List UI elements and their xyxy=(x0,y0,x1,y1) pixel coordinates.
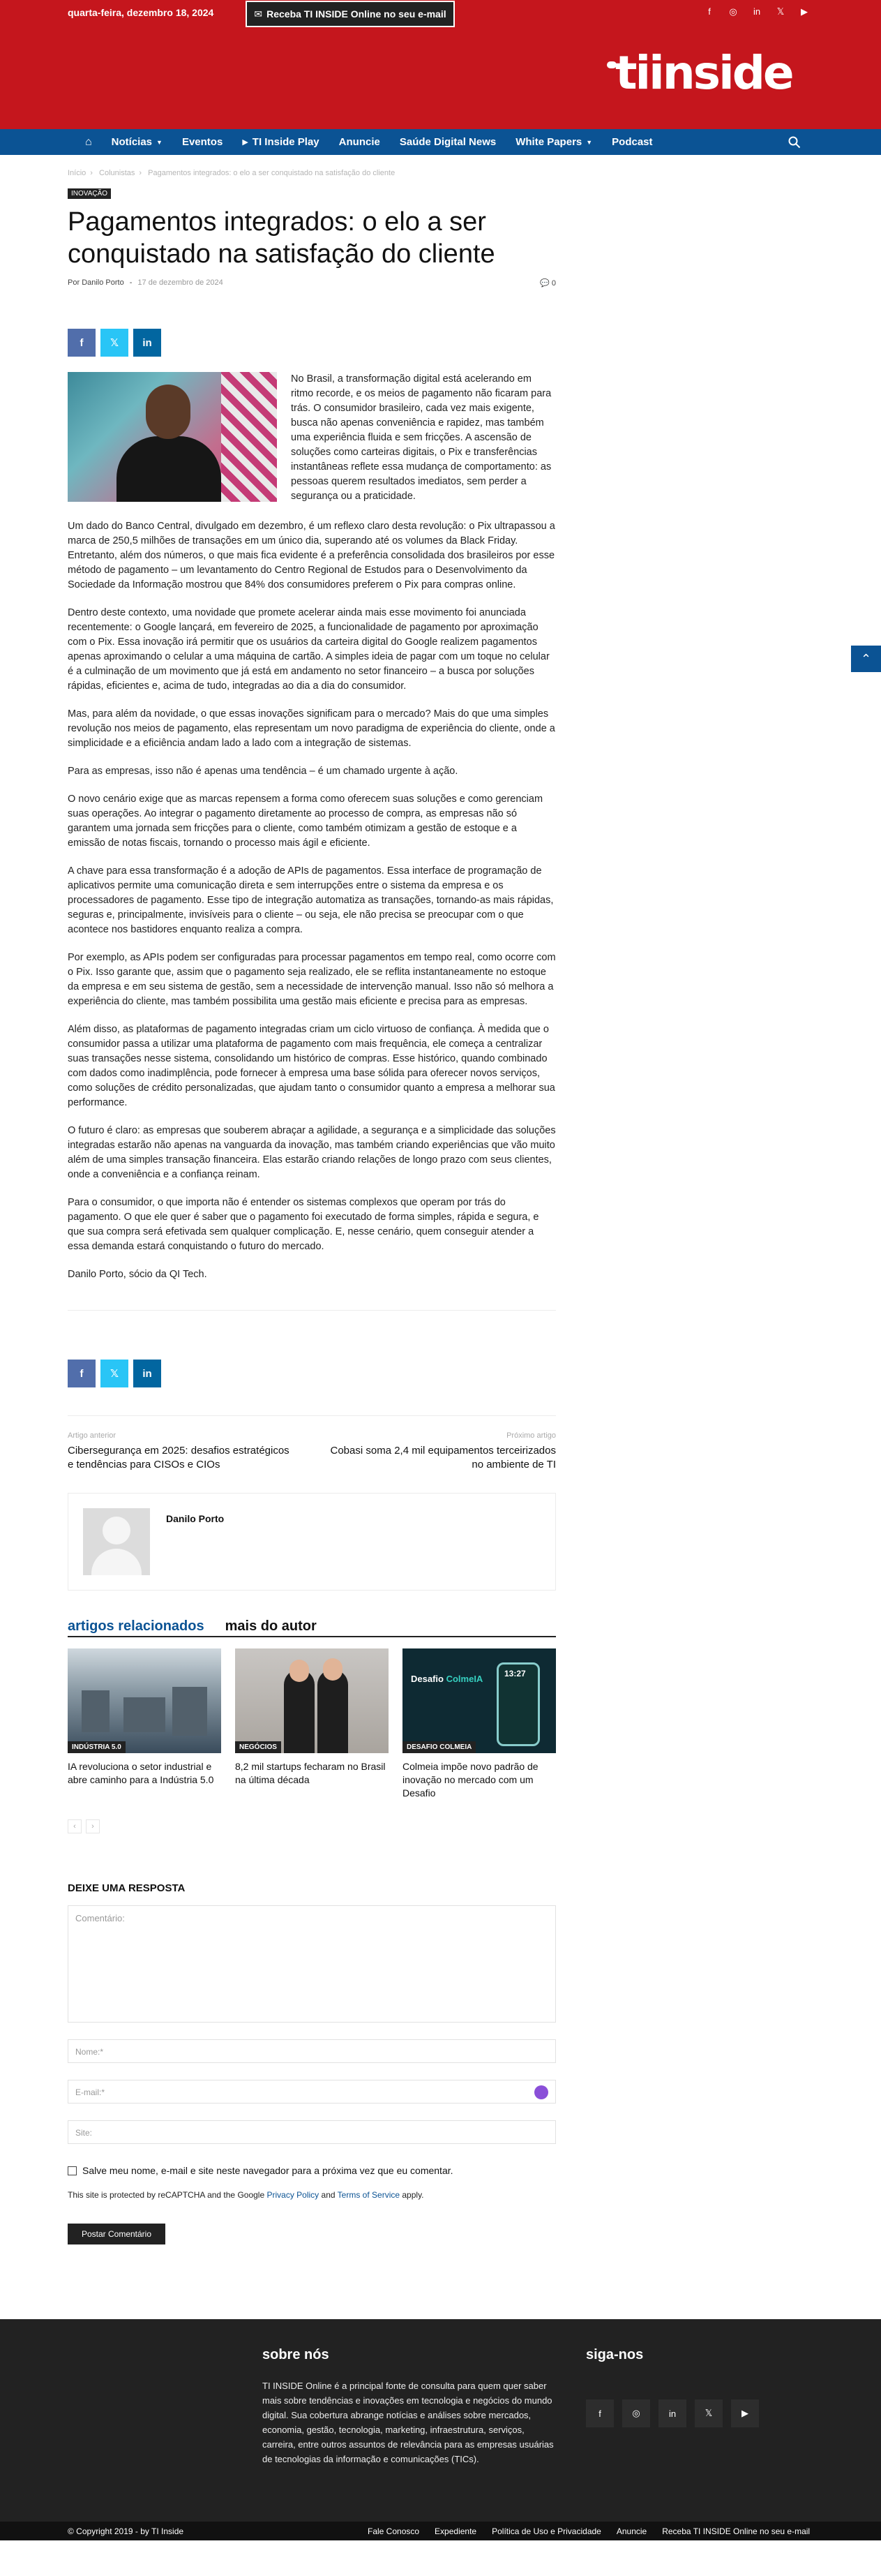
category-badge[interactable]: INOVAÇÃO xyxy=(68,188,111,199)
recaptcha-notice: This site is protected by reCAPTCHA and the Google Privacy Policy and Terms of Service apply. xyxy=(68,2190,424,2200)
main-nav xyxy=(0,129,881,155)
newsletter-button[interactable] xyxy=(246,1,455,27)
tab-related[interactable]: artigos relacionados xyxy=(68,1618,204,1634)
share-facebook-button[interactable] xyxy=(68,1360,96,1387)
nav-item-podcast[interactable]: Podcast xyxy=(612,136,653,148)
chevron-down-icon: ▼ xyxy=(586,138,593,146)
pager-next-button[interactable]: › xyxy=(86,1819,100,1833)
article-paragraph: Além disso, as plataformas de pagamento integradas criam um ciclo virtuoso de confiança. À medida que o consumidor passa a utilizar uma plataforma de pagamento com mais frequência, ele começa a centralizar suas transações nesse sistema, consolidando um histórico de compras. Esse histórico, quando combinado com dados como inadimplência, pode fornecer à empresa uma base sólida para oferecer novos serviços, como soluções de crédito personalizadas, que ajudam tanto o consumidor quanto a empresa a melhorar sua performance. xyxy=(68,1024,555,1108)
nav-item-eventos[interactable]: Eventos xyxy=(181,136,223,148)
play-icon: ▶ xyxy=(242,138,248,147)
related-card[interactable] xyxy=(235,1648,389,1800)
share-linkedin-button[interactable] xyxy=(133,1360,161,1387)
footer-link[interactable]: Receba TI INSIDE Online no seu e-mail xyxy=(662,2526,811,2536)
footer-follow: siga-nos f ◎ in 𝕏 ▶ xyxy=(586,2347,759,2427)
save-info-checkbox[interactable]: Salve meu nome, e-mail e site neste navegador para a próxima vez que eu comentar. xyxy=(68,2165,556,2176)
related-grid xyxy=(68,1648,556,1800)
article-paragraph: Para as empresas, isso não é apenas uma tendência – é um chamado urgente à ação. xyxy=(68,766,458,777)
instagram-icon[interactable]: ◎ xyxy=(729,6,737,17)
related-thumbnail[interactable] xyxy=(235,1648,389,1753)
facebook-icon: f xyxy=(80,336,84,349)
share-linkedin-button[interactable] xyxy=(133,329,161,357)
share-facebook-button[interactable] xyxy=(68,329,96,357)
nav-item-anuncie[interactable]: Anuncie xyxy=(338,136,380,148)
site-logo[interactable] xyxy=(607,46,792,105)
post-comment-button[interactable]: Postar Comentário xyxy=(68,2224,165,2244)
nav-item-ti-inside-play[interactable]: ▶ TI Inside Play xyxy=(242,136,319,148)
author-box xyxy=(68,1493,556,1591)
author-name[interactable]: Danilo Porto xyxy=(166,1513,225,1524)
site-footer xyxy=(0,2319,881,2522)
article-paragraph: Por exemplo, as APIs podem ser configuradas para processar pagamentos em tempo real, como ocorre com o Pix. Isso garante que, assim que o pagamento seja realizado, ele se reflita instantaneamente no estoque da empresa e em seu sistema de gestão, sem a necessidade de intervenção manual. Isso não só melhora a experiência do cliente, mas também possibilita uma gestão mais eficiente e precisa para as empresas. xyxy=(68,952,556,1007)
related-tag[interactable]: INDÚSTRIA 5.0 xyxy=(68,1741,126,1753)
breadcrumb-section[interactable]: Colunistas xyxy=(99,169,135,177)
x-icon[interactable]: 𝕏 xyxy=(695,2399,723,2427)
nav-home[interactable] xyxy=(75,129,102,155)
breadcrumb-home[interactable]: Início xyxy=(68,169,86,177)
share-bar-bottom xyxy=(68,1360,556,1387)
header-social-links xyxy=(705,6,809,17)
linkedin-icon: in xyxy=(142,336,152,349)
article-meta: Por Danilo Porto - 17 de dezembro de 2024 💬 0 xyxy=(68,278,556,288)
chevron-down-icon: ▼ xyxy=(156,138,163,146)
article-paragraph: Mas, para além da novidade, o que essas inovações significam para o mercado? Mais do que uma simples revolução nos meios de pagamento, elas representam um novo paradigma de experiência do cliente, onde a simplicidade e a eficiência andam lado a lado com a integração de sistemas. xyxy=(68,708,555,749)
related-title[interactable]: 8,2 mil startups fecharam no Brasil na última década xyxy=(235,1761,386,1785)
comment-heading: DEIXE UMA RESPOSTA xyxy=(68,1882,186,1894)
related-tabs xyxy=(68,1618,556,1637)
x-icon[interactable]: 𝕏 xyxy=(776,6,785,17)
captcha-icon[interactable] xyxy=(534,2085,548,2099)
related-title[interactable]: IA revoluciona o setor industrial e abre caminho para a Indústria 5.0 xyxy=(68,1761,214,1785)
newsletter-label: Receba TI INSIDE Online no seu e-mail xyxy=(266,8,446,20)
facebook-icon[interactable]: f xyxy=(708,6,711,17)
article-paragraph: Para o consumidor, o que importa não é entender os sistemas complexos que operam por trás do pagamento. O que ele quer é saber que o pagamento foi executado de forma simples, rápida e segura, e que sua compra será efetivada sem qualquer complicação. E, nesse cenário, quem conseguir atender a essa demanda estará conquistando o futuro do mercado. xyxy=(68,1197,539,1252)
mail-icon: ✉ xyxy=(254,8,263,20)
back-to-top-button[interactable] xyxy=(851,646,881,672)
home-icon: ⌂ xyxy=(85,135,92,148)
related-thumbnail[interactable] xyxy=(68,1648,221,1753)
article-navigation xyxy=(68,1415,556,1472)
facebook-icon: f xyxy=(80,1367,84,1380)
next-article[interactable]: Próximo artigo Cobasi soma 2,4 mil equipamentos terceirizados no ambiente de TI xyxy=(326,1431,556,1472)
linkedin-icon: in xyxy=(142,1367,152,1380)
avatar[interactable] xyxy=(83,1508,150,1575)
phone-mockup: 13:27 xyxy=(497,1662,540,1746)
youtube-icon[interactable]: ▶ xyxy=(731,2399,759,2427)
linkedin-icon[interactable]: in xyxy=(753,6,761,17)
comment-form xyxy=(68,1882,556,2244)
linkedin-icon[interactable]: in xyxy=(658,2399,686,2427)
chevron-up-icon: ⌃ xyxy=(860,651,872,666)
nav-item-white-papers[interactable]: White Papers ▼ xyxy=(515,136,593,148)
prev-article-title[interactable]: Cibersegurança em 2025: desafios estratégicos e tendências para CISOs e CIOs xyxy=(68,1445,289,1471)
instagram-icon[interactable]: ◎ xyxy=(622,2399,650,2427)
x-icon: 𝕏 xyxy=(110,337,119,349)
email-field[interactable]: E-mail:* xyxy=(68,2080,556,2104)
checkbox-icon[interactable] xyxy=(68,2166,77,2175)
comment-textarea[interactable]: Comentário: xyxy=(68,1905,556,2023)
breadcrumb: Início › Colunistas › Pagamentos integrados: o elo a ser conquistado na satisfação do cliente xyxy=(68,169,396,177)
related-pager xyxy=(68,1819,556,1833)
breadcrumb-current: Pagamentos integrados: o elo a ser conquistado na satisfação do cliente xyxy=(148,169,396,177)
article-paragraph: No Brasil, a transformação digital está acelerando em ritmo recorde, e os meios de pagamento não ficaram para trás. O consumidor brasileiro, cada vez mais exigente, busca não apenas conveniência e rapidez, mas também uma experiência fluida e sem fricções. A ascensão de soluções como carteiras digitais, o Pix e transferências instantâneas reflete essa mudança de comportamento: as pessoas querem resultados imediatos, sem perder a segurança ou a praticidade. xyxy=(291,373,552,502)
author-link[interactable]: Danilo Porto xyxy=(82,278,124,287)
article-body xyxy=(68,372,556,1282)
related-tag[interactable]: NEGÓCIOS xyxy=(235,1741,281,1753)
top-header xyxy=(0,0,881,129)
related-tag[interactable]: DESAFIO COLMEIA xyxy=(402,1741,476,1753)
copyright: © Copyright 2019 - by TI Inside xyxy=(68,2526,184,2536)
share-x-button[interactable] xyxy=(100,329,128,357)
facebook-icon[interactable]: f xyxy=(586,2399,614,2427)
nav-item-saude-digital[interactable]: Saúde Digital News xyxy=(399,136,497,148)
related-card[interactable] xyxy=(68,1648,221,1800)
footer-link[interactable]: Fale Conosco xyxy=(368,2526,420,2536)
footer-about-text: TI INSIDE Online é a principal fonte de consulta para quem quer saber mais sobre tendências e inovações em tecnologia e negócios do mundo digital. Sua cobertura abrange notícias e análises sobre mercados, economia, gestão, tecnologia, marketing, infraestrutura, serviços, carreira, entre outros assuntos de relevância para as empresas usuárias de tecnologias da informação e comunicações (TICs). xyxy=(262,2381,554,2464)
share-bar-top xyxy=(68,329,556,357)
x-icon: 𝕏 xyxy=(110,1368,119,1380)
article-intro xyxy=(68,372,556,504)
page-title: Pagamentos integrados: o elo a ser conquistado na satisfação do cliente xyxy=(68,207,495,269)
related-card[interactable] xyxy=(402,1648,556,1800)
footer-about: sobre nós TI INSIDE Online é a principal fonte de consulta para quem quer saber mais sobre tendências e inovações em tecnologia e negócios do mundo digital. Sua cobertura abrange notícias e análises sobre mercados, economia, gestão, tecnologia, marketing, infraestrutura, serviços, carreira, entre outros assuntos de relevância para as empresas usuárias de tecnologias da informação e comunicações (TICs). xyxy=(262,2347,555,2466)
footer-link[interactable]: Expediente xyxy=(435,2526,477,2536)
footer-link[interactable]: Política de Uso e Privacidade xyxy=(492,2526,601,2536)
current-date: quarta-feira, dezembro 18, 2024 xyxy=(68,7,214,18)
article-paragraph: O novo cenário exige que as marcas repensem a forma como oferecem suas soluções e como gerenciam suas operações. Ao integrar o pagamento diretamente ao processo de compra, as empresas não só garantem uma jornada sem fricções para o cliente, como também otimizam a gestão de estoque e a emissão de notas fiscais, tornando o processo mais ágil e eficiente. xyxy=(68,794,543,849)
author-photo xyxy=(68,372,277,502)
footer-link[interactable]: Anuncie xyxy=(616,2526,647,2536)
youtube-icon[interactable]: ▶ xyxy=(801,6,808,17)
share-x-button[interactable] xyxy=(100,1360,128,1387)
comment-count[interactable]: 💬 0 xyxy=(540,279,556,288)
search-icon[interactable] xyxy=(788,136,801,149)
publish-date: 17 de dezembro de 2024 xyxy=(137,278,223,287)
tab-more-from-author[interactable]: mais do autor xyxy=(225,1618,317,1634)
related-thumbnail[interactable]: Desafio ColmeIA 13:27 DESAFIO COLMEIA xyxy=(402,1648,556,1753)
related-title[interactable]: Colmeia impõe novo padrão de inovação no mercado com um Desafio xyxy=(402,1761,539,1799)
pager-prev-button[interactable]: ‹ xyxy=(68,1819,82,1833)
logo-text: tiinside xyxy=(615,46,792,100)
prev-article[interactable]: Artigo anterior Cibersegurança em 2025: desafios estratégicos e tendências para CISOs e CIOs xyxy=(68,1431,298,1472)
nav-item-noticias[interactable]: Notícias ▼ xyxy=(111,136,163,148)
privacy-policy-link[interactable]: Privacy Policy xyxy=(266,2190,319,2200)
article-signature: Danilo Porto, sócio da QI Tech. xyxy=(68,1269,207,1280)
article-paragraph: Um dado do Banco Central, divulgado em dezembro, é um reflexo claro desta revolução: o Pix ultrapassou a marca de 250,5 milhões de transações em um único dia, superando até os volumes da Black Friday. Entretanto, além dos números, o que mais fica evidente é a preferência consolidada dos brasileiros por esse método de pagamento – um levantamento do Centro Regional de Estudos para o Desenvolvimento da Sociedade da Informação mostrou que 84% dos consumidores preferem o Pix para compras online. xyxy=(68,521,555,590)
next-article-title[interactable]: Cobasi soma 2,4 mil equipamentos terceirizados no ambiente de TI xyxy=(330,1445,556,1471)
footer-bottom-bar xyxy=(0,2522,881,2540)
terms-link[interactable]: Terms of Service xyxy=(337,2190,400,2200)
name-field[interactable]: Nome:* xyxy=(68,2039,556,2063)
article-paragraph: O futuro é claro: as empresas que souberem abraçar a agilidade, a segurança e a simplicidade das soluções integradas estarão não apenas na vanguarda da inovação, mas também criando experiências que vão muito além de uma simples transação financeira. Elas estarão criando relações de longo prazo com seus clientes, onde a conveniência e a confiança reinam. xyxy=(68,1125,556,1180)
article-paragraph: A chave para essa transformação é a adoção de APIs de pagamentos. Essa interface de programação de aplicativos permite uma comunicação direta e sem interrupções entre o sistema da empresa e os processadores de pagamento. Esse tipo de integração automatiza as transações, tornando-as mais rápidas, seguras e, principalmente, invisíveis para o cliente – ou seja, ele não precisa se preocupar com o que acontece nos bastidores enquanto realiza a compra. xyxy=(68,865,554,935)
article-paragraph: Dentro deste contexto, uma novidade que promete acelerar ainda mais esse movimento foi anunciada recentemente: o Google lançará, em fevereiro de 2025, a funcionalidade de pagamento por aproximação com o Pix. Essa inovação irá permitir que os usuários da carteira digital do Google realizem pagamentos apenas aproximando o celular a uma máquina de cartão. A simples ideia de pagar com um toque no celular é a culminação de um movimento que já está em andamento no setor financeiro – a busca por soluções rápidas, eficientes e, acima de tudo, integradas ao dia a dia do consumidor. xyxy=(68,607,550,692)
comment-icon: 💬 xyxy=(540,279,550,288)
website-field[interactable]: Site: xyxy=(68,2120,556,2144)
